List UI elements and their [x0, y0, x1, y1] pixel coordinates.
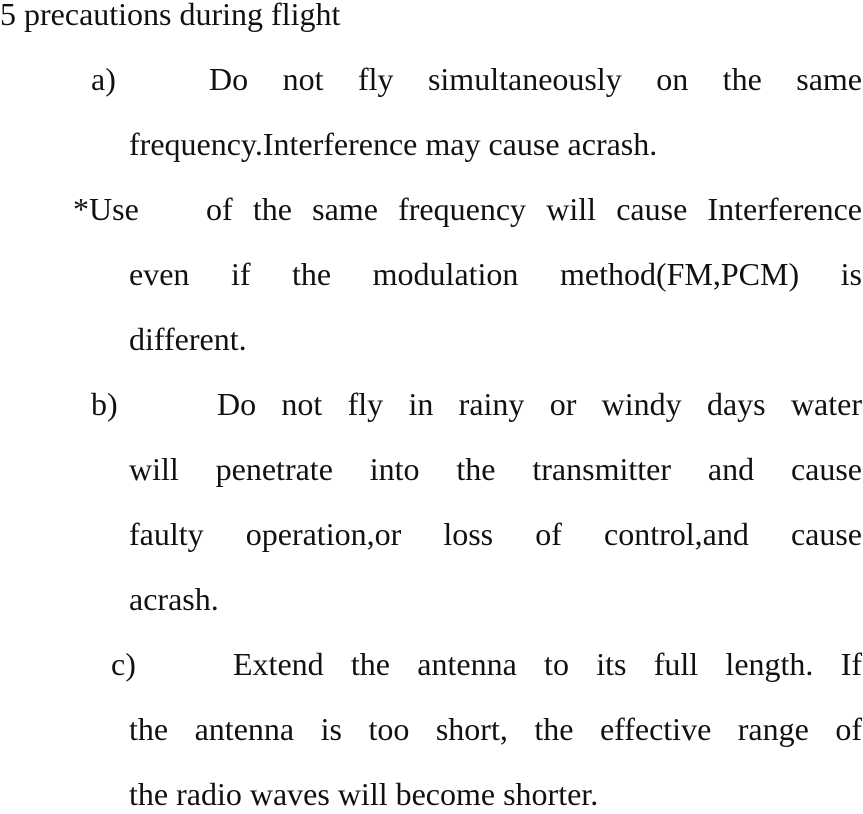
item-c-line-3: the radio waves will become shorter. [129, 776, 599, 812]
item-a-marker: a) [91, 61, 116, 97]
note-marker: *Use [73, 191, 139, 227]
item-b-line-3: faulty operation,or loss of control,and cause [129, 516, 862, 552]
item-b-marker: b) [91, 386, 118, 422]
item-b-line-2: will penetrate into the transmitter and cause [129, 451, 862, 487]
item-a-line-2: frequency.Interference may cause acrash. [129, 126, 658, 162]
item-b-line-1: Do not fly in rainy or windy days water [217, 386, 862, 422]
note-line-1: of the same frequency will cause Interference [206, 191, 862, 227]
note-line-3: different. [129, 321, 247, 357]
note-line-2: even if the modulation method(FM,PCM) is [129, 256, 862, 292]
item-c-line-1: Extend the antenna to its full length. If [233, 646, 862, 682]
item-a-line-1: Do not fly simultaneously on the same [209, 61, 862, 97]
item-c-marker: c) [111, 646, 136, 682]
item-c-line-2: the antenna is too short, the effective range of [129, 711, 862, 747]
item-b-line-4: acrash. [129, 581, 219, 617]
section-heading: 5 precautions during flight [0, 0, 341, 32]
